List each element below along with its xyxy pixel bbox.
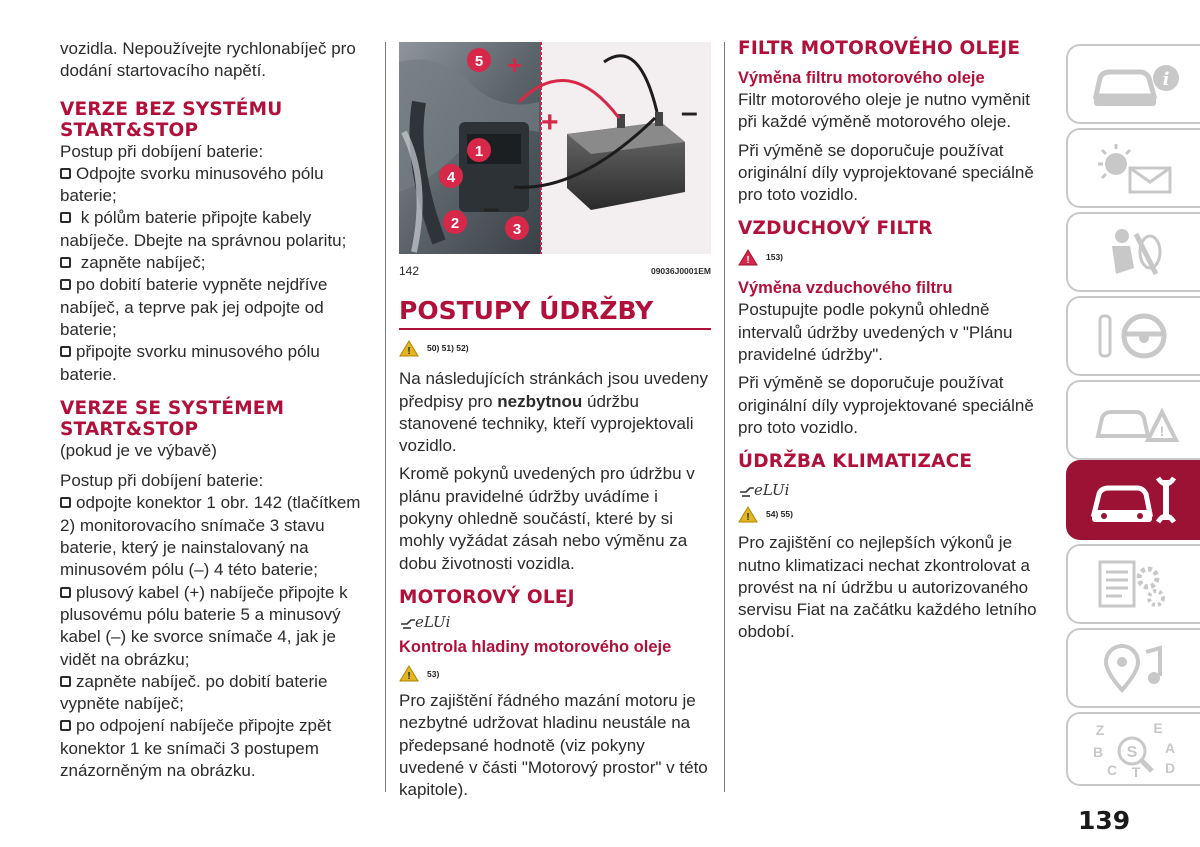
column-middle bbox=[399, 42, 711, 801]
safety-airbag-icon bbox=[1086, 224, 1182, 280]
tab-technical-data[interactable] bbox=[1066, 544, 1200, 624]
battery-charging-illustration bbox=[399, 42, 711, 254]
tab-emergency[interactable] bbox=[1066, 380, 1200, 460]
figure-142 bbox=[399, 42, 711, 254]
tab-maintenance[interactable] bbox=[1066, 460, 1200, 540]
emergency-icon bbox=[1086, 392, 1182, 448]
svg-text:i: i bbox=[1162, 69, 1170, 90]
eco-icon bbox=[738, 476, 1043, 502]
column-divider bbox=[724, 42, 725, 792]
figure-label: 3 bbox=[512, 221, 522, 238]
warning-ref: ! 153) bbox=[738, 245, 1043, 269]
svg-text:A: A bbox=[1164, 740, 1176, 756]
svg-text:S: S bbox=[1126, 744, 1138, 761]
checkbox-icon bbox=[60, 212, 71, 223]
technical-data-icon bbox=[1086, 556, 1182, 612]
body-text: Postup při dobíjení baterie: bbox=[60, 141, 264, 161]
warning-ref: ! 54) 55) bbox=[738, 502, 1043, 526]
multimedia-icon bbox=[1086, 640, 1182, 696]
list-item: po dobití baterie vypněte nejdříve nabíječ, a teprve pak jej odpojte od baterie; bbox=[60, 275, 328, 339]
subsection-title: Výměna vzduchového filtru bbox=[738, 279, 953, 298]
list-item: po odpojení nabíječe připojte zpět konektor 1 ke snímači 3 postupem znázorněným na obrázku. bbox=[60, 716, 332, 781]
body-text: Filtr motorového oleje je nutno vyměnit při každé výměně motorového oleje. bbox=[738, 90, 1030, 132]
svg-text:T: T bbox=[1131, 764, 1141, 777]
section-title: VERZE SE SYSTÉMEM START&STOP bbox=[60, 397, 285, 440]
body-text: Kromě pokynů uvedených pro údržbu v plánu pravidelné údržby uvádíme i pokyny ohledně součástí, které by si mohly vyžádat zásah nebo výměnu za dobu životnosti vozidla. bbox=[399, 464, 695, 573]
car-wrench-icon bbox=[1086, 472, 1182, 528]
tab-lights-messages[interactable] bbox=[1066, 128, 1200, 208]
steering-key-icon bbox=[1086, 308, 1182, 364]
svg-text:E: E bbox=[1153, 721, 1163, 736]
svg-text:!: ! bbox=[746, 254, 750, 266]
tab-index[interactable] bbox=[1066, 712, 1200, 786]
list-item: k pólům baterie připojte kabely nabíječe. Dbejte na správnou polaritu; bbox=[60, 208, 347, 250]
svg-text:B: B bbox=[1092, 744, 1104, 760]
car-info-icon bbox=[1086, 56, 1182, 112]
figure-label: 2 bbox=[450, 215, 460, 232]
list-item: Odpojte svorku minusového pólu baterie; bbox=[60, 163, 324, 206]
section-title: ÚDRŽBA KLIMATIZACE bbox=[738, 451, 973, 473]
svg-text:+: + bbox=[541, 106, 559, 139]
svg-text:Z: Z bbox=[1095, 722, 1105, 738]
warning-ref: ! 50) 51) 52) bbox=[399, 336, 711, 360]
checkbox-icon bbox=[60, 720, 71, 731]
section-title: VERZE BEZ SYSTÉMU START&STOP bbox=[60, 98, 283, 141]
column-left bbox=[60, 38, 365, 782]
warning-icon bbox=[738, 506, 758, 523]
svg-text:eLUi: eLUi bbox=[754, 481, 790, 500]
tab-starting-driving[interactable] bbox=[1066, 296, 1200, 376]
svg-text:D: D bbox=[1164, 760, 1176, 776]
danger-icon bbox=[738, 249, 758, 266]
body-text: Pro zajištění řádného mazání motoru je nezbytné udržovat hladinu neustále na předepsané hodnotě (viz pokyny uvedené v části "Motorový prostor" v této kapitole). bbox=[399, 690, 708, 800]
svg-text:–: – bbox=[681, 96, 698, 129]
checkbox-icon bbox=[60, 279, 71, 290]
subsection-title: Kontrola hladiny motorového oleje bbox=[399, 637, 672, 656]
figure-label: 4 bbox=[446, 169, 456, 186]
list-item: připojte svorku minusového pólu baterie. bbox=[60, 342, 320, 384]
checkbox-icon bbox=[60, 257, 71, 268]
body-text: Pro zajištění co nejlepších výkonů je nutno klimatizaci nechat zkontrolovat a provést na ní údržbu u autorizovaného servisu Fiat na začátku každého letního období. bbox=[738, 533, 1037, 642]
body-text: Na následujících stránkách jsou uvedeny předpisy pro nezbytnou údržbu stanovené techniky, kteří vyprojektovali vozidlo. bbox=[399, 369, 709, 456]
page-number: 139 bbox=[1078, 806, 1131, 835]
figure-label: 5 bbox=[474, 53, 484, 70]
svg-text:–: – bbox=[483, 192, 500, 225]
eco-icon bbox=[399, 608, 711, 634]
subsection-title: Výměna filtru motorového oleje bbox=[738, 69, 985, 87]
svg-text:+: + bbox=[507, 50, 523, 80]
list-item: odpojte konektor 1 obr. 142 (tlačítkem 2) monitorovacího snímače 3 stavu baterie, který je nainstalovaný na minusovém pólu (–) 4 této baterie; bbox=[60, 493, 361, 580]
section-note: (pokud je ve výbavě) bbox=[60, 440, 217, 460]
svg-text:C: C bbox=[1106, 762, 1118, 777]
warning-icon bbox=[399, 665, 419, 682]
svg-text:!: ! bbox=[746, 511, 750, 523]
checkbox-icon bbox=[60, 676, 71, 687]
lights-messages-icon bbox=[1086, 140, 1182, 196]
figure-label: 1 bbox=[474, 143, 484, 160]
figure-caption bbox=[399, 260, 711, 282]
section-title: VZDUCHOVÝ FILTR bbox=[738, 218, 933, 240]
list-item: zapněte nabíječ; bbox=[60, 252, 365, 274]
svg-text:!: ! bbox=[407, 345, 411, 357]
section-title: MOTOROVÝ OLEJ bbox=[399, 586, 575, 608]
figure-code: 09036J0001EM bbox=[650, 266, 711, 276]
svg-text:!: ! bbox=[1159, 423, 1165, 439]
tab-car-info[interactable] bbox=[1066, 44, 1200, 124]
section-title: FILTR MOTOROVÉHO OLEJE bbox=[738, 38, 1021, 59]
body-text: Při výměně se doporučuje používat originální díly vyprojektované speciálně pro toto vozidlo. bbox=[738, 140, 1034, 205]
svg-text:!: ! bbox=[407, 671, 411, 683]
page-title: POSTUPY ÚDRŽBY bbox=[399, 296, 711, 330]
list-item: plusový kabel (+) nabíječe připojte k plusovému pólu baterie 5 a minusový kabel (–) ke svorce snímače 4, jak je vidět na obrázku; bbox=[60, 582, 348, 669]
checkbox-icon bbox=[60, 497, 71, 508]
figure-number: 142 bbox=[399, 264, 420, 278]
body-text: Postupujte podle pokynů ohledně intervalů údržby uvedených v "Plánu pravidelné údržby". bbox=[738, 300, 1013, 365]
tab-multimedia[interactable] bbox=[1066, 628, 1200, 708]
column-right bbox=[738, 38, 1043, 644]
list-item: zapněte nabíječ. po dobití baterie vypněte nabíječ; bbox=[60, 671, 328, 714]
column-divider bbox=[385, 42, 386, 792]
checkbox-icon bbox=[60, 346, 71, 357]
svg-text:eLUi: eLUi bbox=[415, 612, 451, 631]
warning-icon bbox=[399, 340, 419, 357]
index-icon bbox=[1086, 721, 1182, 777]
warning-ref: ! 53) bbox=[399, 662, 711, 686]
body-text: Postup při dobíjení baterie: bbox=[60, 471, 264, 491]
tab-safety[interactable] bbox=[1066, 212, 1200, 292]
checkbox-icon bbox=[60, 587, 71, 598]
intro-text: vozidla. Nepoužívejte rychlonabíječ pro dodání startovacího napětí. bbox=[60, 39, 356, 81]
body-text: Při výměně se doporučuje používat originální díly vyprojektované speciálně pro toto vozidlo. bbox=[738, 373, 1034, 437]
checkbox-icon bbox=[60, 168, 71, 179]
